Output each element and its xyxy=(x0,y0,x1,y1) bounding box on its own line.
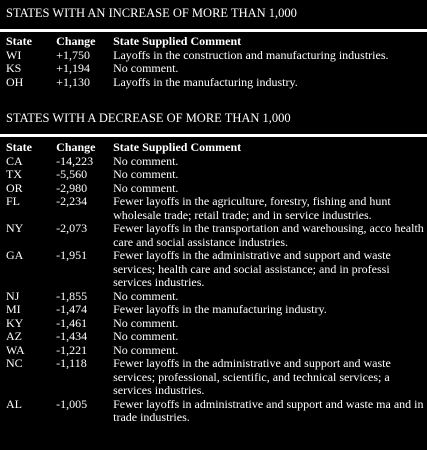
table-row xyxy=(6,249,427,290)
increase-table xyxy=(6,35,427,89)
state-cell: FL xyxy=(6,194,21,208)
state-cell: GA xyxy=(6,248,24,262)
table-row xyxy=(6,168,427,182)
table-row xyxy=(6,195,427,222)
state-cell: NJ xyxy=(6,288,20,303)
decrease-table xyxy=(6,141,427,425)
change-cell: -1,474 xyxy=(56,302,88,316)
comment-cell: Layoffs in the manufacturing industry. xyxy=(113,74,298,89)
change-cell: -14,223 xyxy=(56,153,94,168)
state-cell: WA xyxy=(6,342,25,357)
column-header-state: State xyxy=(6,34,32,48)
change-cell: +1,194 xyxy=(56,61,90,75)
comment-cell: Layoffs in the construction and manufacturing industries. xyxy=(113,47,389,62)
table-row xyxy=(6,182,427,196)
table-row xyxy=(6,76,427,90)
table-row xyxy=(6,49,427,63)
decrease-heading: STATES WITH A DECREASE OF MORE THAN 1,000 xyxy=(6,111,291,125)
change-cell: -1,005 xyxy=(56,396,88,411)
comment-cell: No comment. xyxy=(113,342,179,357)
state-cell: TX xyxy=(6,167,22,181)
increase-heading: STATES WITH AN INCREASE OF MORE THAN 1,000 xyxy=(6,6,297,20)
comment-cell: No comment. xyxy=(113,288,179,303)
table-row xyxy=(6,303,427,317)
state-cell: OH xyxy=(6,74,24,89)
change-cell: -2,234 xyxy=(56,194,88,208)
state-cell: NC xyxy=(6,356,23,370)
column-header-change: Change xyxy=(56,140,96,154)
table-row xyxy=(6,357,427,398)
state-cell: NY xyxy=(6,221,24,235)
table-row xyxy=(6,398,427,425)
change-cell: -2,073 xyxy=(56,221,88,235)
table-row xyxy=(6,344,427,358)
column-header-change: Change xyxy=(56,34,96,48)
column-header-comment: State Supplied Comment xyxy=(113,34,242,48)
change-cell: -1,855 xyxy=(56,288,88,303)
table-row xyxy=(6,62,427,76)
state-cell: OR xyxy=(6,180,23,195)
comment-cell: Fewer layoffs in administrative and support and waste ma and in trade industries. xyxy=(113,396,424,424)
state-cell: CA xyxy=(6,153,23,168)
table-row xyxy=(6,317,427,331)
change-cell: -1,951 xyxy=(56,248,88,262)
comment-cell: Fewer layoffs in the manufacturing industry. xyxy=(113,302,327,316)
comment-cell: Fewer layoffs in the administrative and support and waste services; health care and social assistance; and in professi services industries. xyxy=(113,248,391,289)
table-row xyxy=(6,222,427,249)
state-cell: MI xyxy=(6,302,21,316)
comment-cell: No comment. xyxy=(113,180,179,195)
increase-header-row xyxy=(6,35,427,49)
state-cell: KS xyxy=(6,61,22,75)
comment-cell: No comment. xyxy=(113,167,179,181)
column-header-comment: State Supplied Comment xyxy=(113,140,242,154)
comment-cell: No comment. xyxy=(113,315,179,330)
change-cell: -2,980 xyxy=(56,180,88,195)
change-cell: +1,750 xyxy=(56,47,90,62)
change-cell: -5,560 xyxy=(56,167,88,181)
comment-cell: No comment. xyxy=(113,61,179,75)
decrease-header-row xyxy=(6,141,427,155)
change-cell: -1,434 xyxy=(56,329,88,343)
comment-cell: Fewer layoffs in the agriculture, forestry, fishing and hunt wholesale trade; retail trade; and in service industries. xyxy=(113,194,391,222)
state-cell: KY xyxy=(6,315,24,330)
comment-cell: No comment. xyxy=(113,153,179,168)
change-cell: -1,461 xyxy=(56,315,88,330)
table-row xyxy=(6,330,427,344)
increase-rule xyxy=(0,29,427,32)
table-row xyxy=(6,290,427,304)
change-cell: -1,221 xyxy=(56,342,88,357)
state-cell: AL xyxy=(6,396,22,411)
table-row xyxy=(6,155,427,169)
state-cell: AZ xyxy=(6,329,22,343)
comment-cell: No comment. xyxy=(113,329,179,343)
comment-cell: Fewer layoffs in the administrative and support and waste services; professional, scientific, and technical services; a services industries. xyxy=(113,356,391,397)
state-cell: WI xyxy=(6,47,22,62)
column-header-state: State xyxy=(6,140,32,154)
change-cell: -1,118 xyxy=(56,356,87,370)
comment-cell: Fewer layoffs in the transportation and warehousing, acco health care and social assistance industries. xyxy=(113,221,424,249)
change-cell: +1,130 xyxy=(56,74,90,89)
decrease-rule xyxy=(0,134,427,137)
